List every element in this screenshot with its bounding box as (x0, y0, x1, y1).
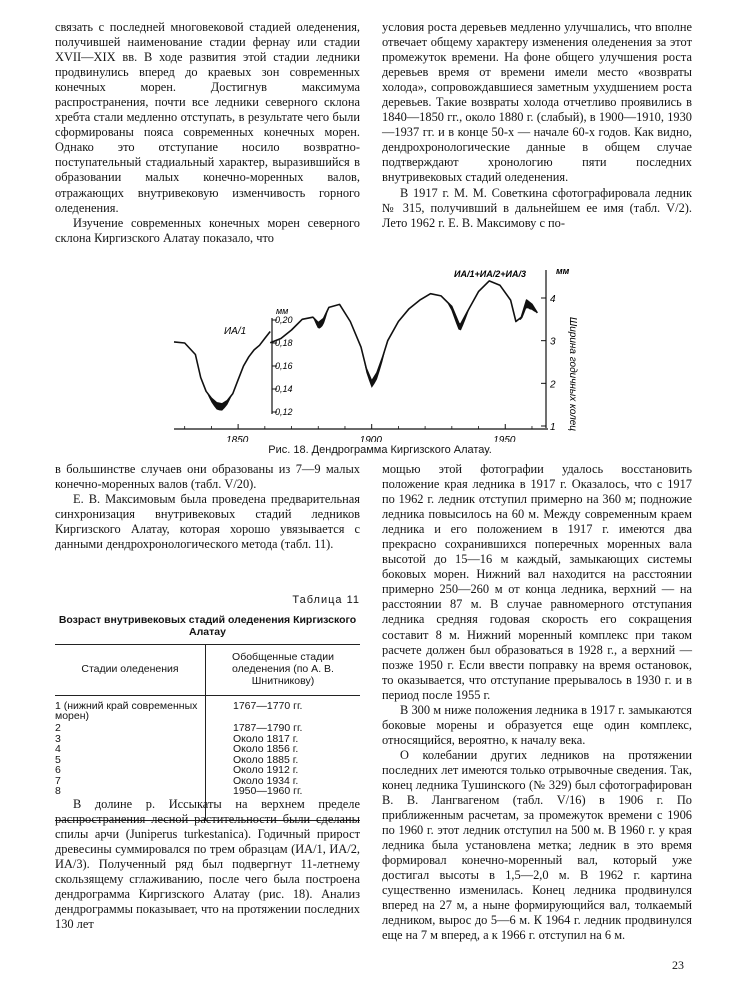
series-lines (174, 281, 537, 404)
right-axis-title: Ширина годичных колец (567, 317, 578, 431)
series-line-ia-sum (270, 281, 537, 381)
paragraph: О колебании других ледников на протяжении последних лет имеются только отрывочные сведения. Так, конец ледника Тушинского (№ 329) был сфотографирован В. В. Лангвагеном (табл. V/16) в 1906 г. По приближенным расчетам, за промежуток времени с 1906 по 1960 г. этот ледник отступил на 500 м. В 1960 г. у края ледника была установлена метка; ледник в это время формировал конечно-моренный вал, который уже достигал высоты в 1,5—2,0 м. В 1962 г. картина существенно изменилась. Конец ледника продвинулся вперед на 27 м, а ныне формирующийся вал, толкаемый ледником, вырос до 5—6 м. К 1964 г. ледник продвинулся еще на 7 м вперед, а к 1966 г. отступил на 6 м. (382, 747, 692, 943)
right-axis-tick-label: 3 (550, 336, 556, 348)
series-label-ia-sum: ИА/1+ИА/2+ИА/3 (454, 269, 526, 279)
column-left-top (55, 20, 360, 246)
right-axis-tick-label: 2 (550, 379, 556, 391)
paragraph: Изучение современных конечных морен северного склона Киргизского Алатау показало, что (55, 215, 360, 245)
ticks-layer (185, 294, 556, 442)
paragraph: в большинстве случаев они образованы из 7—9 малых конечно-моренных валов (табл. V/20). (55, 462, 360, 492)
table-cell-age: Около 1885 г. (233, 753, 299, 766)
left-axis-tick-label: 0,16 (275, 361, 293, 371)
column-left-tail (55, 797, 360, 932)
paragraph: В 1917 г. М. М. Советкина сфотографировала ледник № 315, получивший в дальнейшем ее имя (табл. V/2). Лето 1962 г. Е. В. Максимову с по- (382, 185, 692, 230)
left-axis-tick-label: 0,14 (275, 384, 293, 394)
page-number: 23 (672, 958, 684, 972)
cold-period-fills (206, 301, 537, 410)
right-y-axis (454, 266, 578, 431)
left-axis-unit: мм (276, 306, 289, 316)
table-11 (55, 594, 360, 821)
x-axis-tick-label: 1900 (359, 435, 382, 442)
series-line-ia1 (174, 332, 270, 404)
table-header-age: Обобщенные стадии оледенения (по А. В. Шнитникову) (232, 651, 334, 687)
table-cell-age: Около 1934 г. (233, 774, 299, 787)
x-axis-tick-label: 1950 (493, 435, 516, 442)
x-axis-tick-label: 1850 (226, 435, 249, 442)
paragraph: В долине р. Иссыкаты на верхнем пределе распространения лесной растительности были сделаны спилы арчи (Juniperus turkestanica). Годичный прирост древесины суммировался по трем образцам (ИА/1, ИА/2, ИА/3). Полученный ряд был подвергнут 11-летнему скользящему сглаживанию, после чего была построена дендрограмма Киргизского Алатау (рис. 18). Анализ дендрограммы показывает, что на протяжении последних 130 лет (55, 797, 360, 932)
paragraph: Е. В. Максимовым была проведена предварительная синхронизация внутривековых стадий ледников Киргизского Алатау, которая хорошо увязывается с данными дендрохронологического метода (табл. 11). (55, 492, 360, 552)
table-cell-stage: 5 (55, 753, 61, 766)
table-cell-stage: 1 (нижний край современных морен) (55, 700, 198, 723)
table-cell-age: Около 1856 г. (233, 743, 299, 755)
table-column-divider (205, 645, 206, 820)
left-axis-tick-label: 0,20 (275, 315, 293, 325)
table-number: Таблица 11 (292, 594, 360, 606)
left-axis-tick-label: 0,12 (275, 407, 293, 417)
table-header-row (55, 645, 360, 696)
stages-table (55, 644, 360, 821)
column-left-bottom (55, 462, 360, 552)
table-cell-stage: 3 (55, 732, 61, 745)
right-axis-tick-label: 1 (550, 422, 556, 433)
series-label-ia1: ИА/1 (224, 326, 247, 337)
paragraph: условия роста деревьев медленно улучшались, что вполне отвечает общему характеру изменения оледенения за этот промежуток времени. На фоне общего улучшения роста деревьев время от времени имели место «возвраты холода», сопровождавшиеся заметным ухудшением роста деревьев. Такие возвраты холода отчетливо проявились в 1840—1850 гг., около 1880 г. (слабый), в 1900—1910, 1930—1937 гг. и в конце 50-х — начале 60-х годов. Как видно, дендрохронологические данные в общем случае подтверждают хронологию пяти последних внутривековых стадий оледенения. (382, 20, 692, 185)
column-right-bottom (382, 462, 692, 944)
table-title: Возраст внутривековых стадий оледенения Киргизского Алатау (58, 614, 357, 638)
paragraph: мощью этой фотографии удалось восстановить положение края ледника в 1917 г. Оказалось, что с 1917 по 1962 г. ледник отступил примерно на 360 м; подножие ледника повысилось на 60 м. Между современным краем ледника и его положением в 1917 г. имеются два прекрасно сохранившихся поперечных моренных вала высотой до 15—16 м каждый, замыкающих системы боковых морен. Нижний вал находится на расстоянии примерно 250—260 м от конца ледника, верхний — на расстоянии 87 м. В случае равномерного отступания ледника средняя годовая скорость его сокращения составит 8 м. Нижний моренный комплекс при таком расчете должен был образоваться в 1928 г., а верхний — позже 1950 г. Если ввести поправку на время остановок, то оказывается, что отступание прерывалось в 1930 г. и в период после 1955 г. (382, 462, 692, 702)
dendrogram-figure (170, 262, 590, 462)
table-header-stage: Стадии оледенения (81, 663, 179, 675)
cold-period-fill (206, 391, 233, 410)
table-cell-age: 1787—1790 гг. (233, 722, 303, 734)
table-cell-age: 1767—1770 гг. (233, 700, 303, 712)
paragraph: В 300 м ниже положения ледника в 1917 г. замыкаются боковые морены и образуется еще один комплекс, относящийся, вероятно, к началу века. (382, 702, 692, 747)
table-cell-stage: 7 (55, 774, 61, 787)
right-axis-unit: мм (556, 266, 570, 276)
table-cell-stage: 8 (55, 785, 61, 797)
table-cell-age: Около 1817 г. (233, 732, 299, 745)
right-axis-tick-label: 4 (550, 294, 556, 305)
table-cell-age: 1950—1960 гг. (233, 785, 303, 797)
table-cell-stage: 2 (55, 722, 61, 734)
table-cell-age: Около 1912 г. (233, 764, 299, 776)
figure-caption: Рис. 18. Дендрограмма Киргизского Алатау. (268, 444, 492, 456)
column-right-top (382, 20, 692, 231)
dendrogram-chart (170, 262, 590, 442)
paragraph: связать с последней многовековой стадией оледенения, получившей наименование стадии фернау или стадии XVII—XIX вв. В ходе развития этой стадии ледники продвинулись вперед до краевых зон современных конечных морен. Достигнув максимума распространения, почти все ледники северного склона хребта стали медленно отступать, в результате чего были сформированы пояса современных конечных морен. Однако это отступание носило возвратно-поступательный стадиальный характер, выразившийся в образовании малых конечно-моренных валов, отражающих внутривековую изменчивость горного оледенения. (55, 20, 360, 215)
left-axis-tick-label: 0,18 (275, 338, 293, 348)
table-cell-stage: 4 (55, 743, 61, 755)
table-cell-stage: 6 (55, 764, 61, 776)
